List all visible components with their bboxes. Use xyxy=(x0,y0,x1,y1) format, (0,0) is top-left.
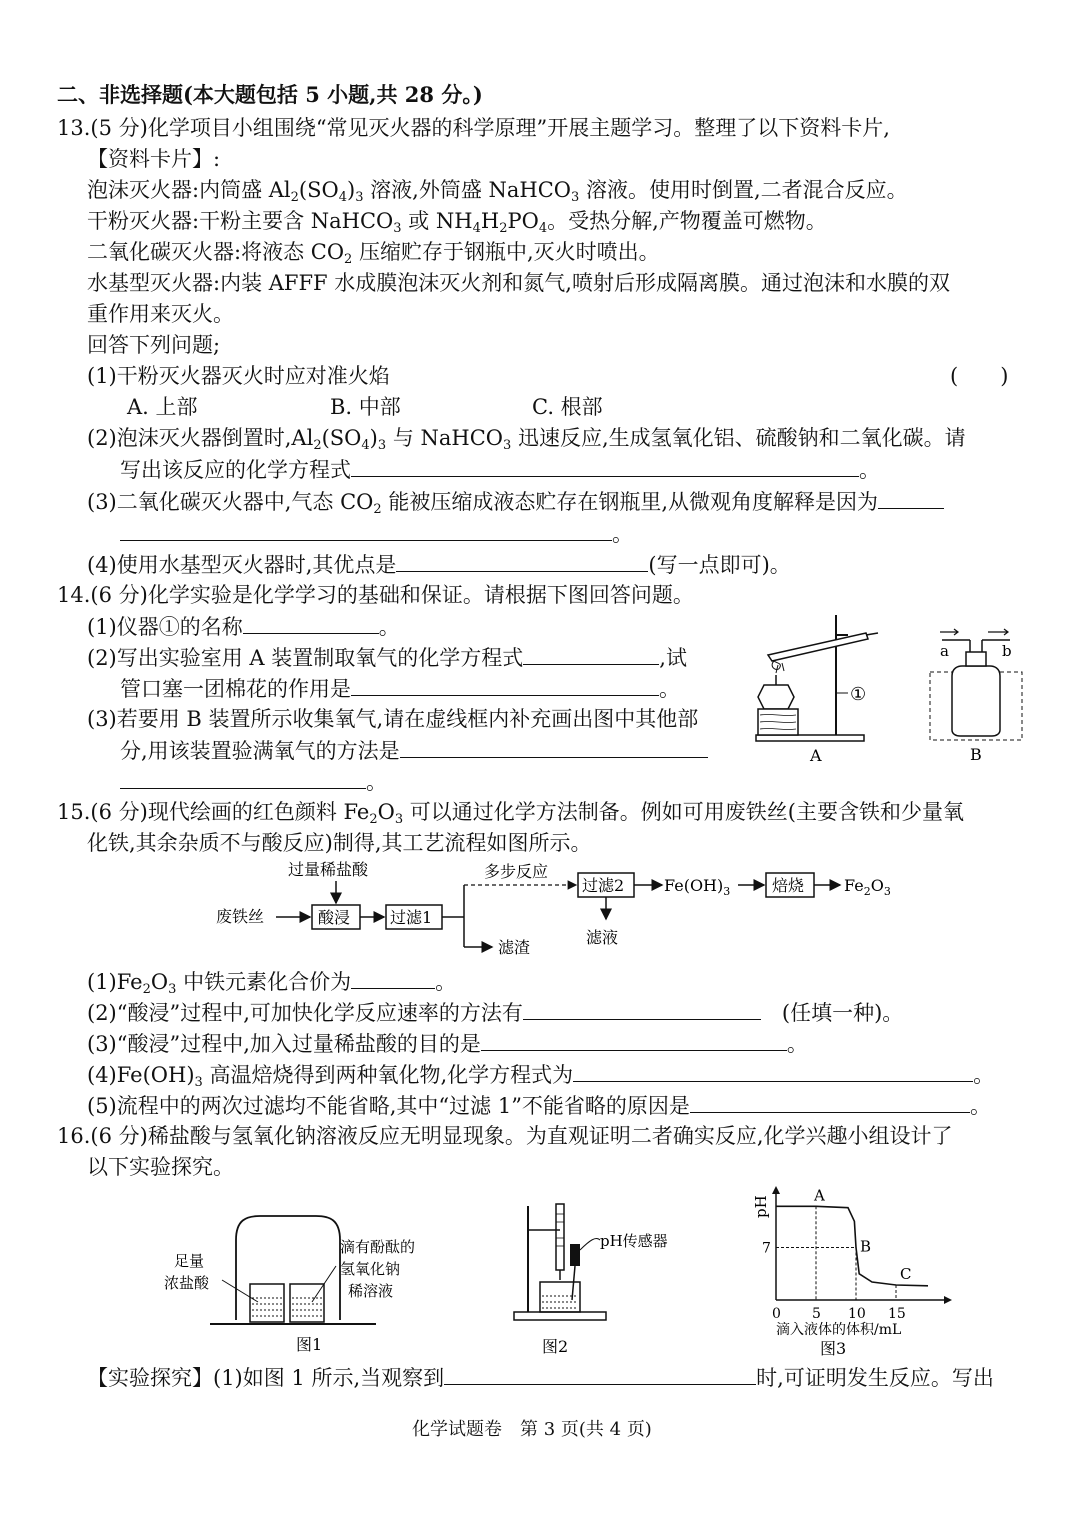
x-tick-label: 0 xyxy=(772,1306,781,1322)
flow-scrap-label: 废铁丝 xyxy=(216,907,265,926)
guide-lines xyxy=(776,1206,896,1300)
q13-p3-line2: 。 xyxy=(120,518,633,549)
y-axis-arrow-icon xyxy=(772,1186,780,1194)
fig1-right-label-2: 氢氧化钠 xyxy=(340,1260,401,1278)
gas-collecting-bottle xyxy=(952,666,1000,736)
q15-p2: (2)“酸浸”过程中,可加快化学反应速率的方法有 (任填一种)。 xyxy=(87,997,903,1028)
q14-p2-answer-blank-2[interactable] xyxy=(351,673,659,696)
fig3-caption: 图3 xyxy=(820,1339,847,1358)
flow-acid-label: 过量稀盐酸 xyxy=(288,860,369,879)
q15-p1-answer-blank[interactable] xyxy=(351,966,435,989)
fig1-left-label-2: 浓盐酸 xyxy=(164,1274,210,1292)
point-labels xyxy=(813,1186,911,1283)
x-tick-label: 15 xyxy=(888,1306,906,1322)
point-label-a: A xyxy=(814,1186,825,1205)
arrow-b-icon xyxy=(988,629,1008,635)
q13-option-c[interactable]: C. 根部 xyxy=(532,395,603,419)
ph-sensor-probe xyxy=(570,1244,580,1266)
apparatus-b-figure xyxy=(922,622,1032,767)
q16-explore: 【实验探究】(1)如图 1 所示,当观察到 时,可证明发生反应。写出 xyxy=(87,1362,994,1393)
q16-explore-answer-blank[interactable] xyxy=(444,1362,756,1385)
port-a-label: a xyxy=(940,642,949,660)
q14-p1: (1)仪器①的名称 。 xyxy=(87,611,400,642)
point-label-b: B xyxy=(860,1237,872,1256)
flow-filter2-label: 过滤2 xyxy=(582,876,625,895)
ph-titration-chart xyxy=(748,1182,958,1362)
q16-intro-1: 16.(6 分)稀盐酸与氢氧化钠溶液反应无明显现象。为直观证明二者确实反应,化学兴趣小组设计了 xyxy=(57,1124,953,1148)
stand-base xyxy=(514,1312,606,1320)
point-label-c: C xyxy=(900,1265,912,1283)
flow-residue-label: 滤渣 xyxy=(498,938,531,957)
q13-dry: 干粉灭火器:干粉主要含 NaHCO$_3$ 或 $NH_4H_2PO_4$。受热分解,产物覆盖可燃物。 xyxy=(87,209,827,236)
q15-p3-answer-blank[interactable] xyxy=(481,1028,787,1051)
q13-intro: 13.(5 分)化学项目小组围绕“常见灭火器的科学原理”开展主题学习。整理了以下资料卡片, xyxy=(57,116,890,140)
process-flow-diagram xyxy=(210,855,910,965)
q13-answer: 回答下列问题; xyxy=(87,333,221,357)
ph-sensor-label: pH传感器 xyxy=(600,1232,668,1250)
flow-filter1-label: 过滤1 xyxy=(390,908,433,927)
q15-p5: (5)流程中的两次过滤均不能省略,其中“过滤 1”不能省略的原因是 。 xyxy=(87,1090,991,1121)
q13-p3-answer-blank-2[interactable] xyxy=(120,518,612,541)
flow-feoh-label: $Fe(OH)_3$ xyxy=(664,876,731,898)
x-axis-label: 滴入液体的体积/mL xyxy=(776,1322,902,1338)
section-title: 二、非选择题(本大题包括 5 小题,共 28 分。) xyxy=(57,82,483,107)
stand-base xyxy=(756,735,864,741)
x-tick-label: 5 xyxy=(812,1306,821,1322)
figure-1 xyxy=(160,1210,450,1360)
test-tube xyxy=(768,633,868,661)
q13-option-b[interactable]: B. 中部 xyxy=(330,395,401,419)
q13-p1: (1)干粉灭火器灭火时应对准火焰 xyxy=(87,364,390,388)
x-axis-arrow-icon xyxy=(944,1296,952,1304)
q14-p3-answer-blank-2[interactable] xyxy=(120,766,366,789)
y-axis-label: pH xyxy=(752,1195,770,1218)
q13-p3: (3)二氧化碳灭火器中,气态 $CO_2$ 能被压缩成液态贮存在钢瓶里,从微观角度解释是因为 xyxy=(87,486,944,517)
q15-p3: (3)“酸浸”过程中,加入过量稀盐酸的目的是 。 xyxy=(87,1028,808,1059)
beaker-naoh xyxy=(290,1284,324,1322)
flow-product-label: $Fe_2O_3$ xyxy=(844,876,891,898)
q14-p3: (3)若要用 B 装置所示收集氧气,请在虚线框内补充画出图中其他部 xyxy=(87,707,699,731)
q15-p5-answer-blank[interactable] xyxy=(690,1090,970,1113)
q13-water-2: 重作用来灭火。 xyxy=(87,302,234,326)
axis-ticks xyxy=(762,1241,906,1323)
q14-p3-line3: 。 xyxy=(120,766,387,797)
q15-intro-1: 15.(6 分)现代绘画的红色颜料 $Fe_2O_3$ 可以通过化学方法制备。例如可用废铁丝(主要含铁和少量氧 xyxy=(57,800,964,827)
q13-foam: 泡沫灭火器:内筒盛 $Al_2(SO_4)_3$ 溶液,外筒盛 NaHCO$_3$ 溶液。使用时倒置,二者混合反应。 xyxy=(87,178,908,205)
q15-p4-answer-blank[interactable] xyxy=(573,1059,973,1082)
flow-filtrate-label: 滤液 xyxy=(586,928,619,947)
q14-p2-answer-blank-1[interactable] xyxy=(523,642,659,665)
q15-p1: $(1)Fe_2O_3$ 中铁元素化合价为 。 xyxy=(87,966,456,997)
q14-p3-line2: 分,用该装置验满氧气的方法是 xyxy=(120,735,708,766)
fig1-caption: 图1 xyxy=(296,1335,323,1354)
q13-p3-answer-blank-1[interactable] xyxy=(878,486,944,509)
q13-p4-answer-blank[interactable] xyxy=(396,549,648,572)
label-instrument-1: ① xyxy=(850,684,867,705)
fig1-right-label-1: 滴有酚酞的 xyxy=(340,1238,416,1256)
arrow-a-icon xyxy=(940,629,958,635)
q13-p2-line2: 写出该反应的化学方程式 。 xyxy=(120,454,880,485)
q13-water-1: 水基型灭火器:内装 AFFF 水成膜泡沫灭火剂和氮气,喷射后形成隔离膜。通过泡沫和水膜的双 xyxy=(87,271,950,295)
q14-intro: 14.(6 分)化学实验是化学学习的基础和保证。请根据下图回答问题。 xyxy=(57,583,694,607)
q15-p2-answer-blank[interactable] xyxy=(523,997,761,1020)
q13-co2: 二氧化碳灭火器:将液态 $CO_2$ 压缩贮存于钢瓶中,灭火时喷出。 xyxy=(87,240,660,267)
y-tick-label: 7 xyxy=(762,1240,771,1257)
flame-icon xyxy=(772,661,780,669)
q13-p1-bracket[interactable]: ( ) xyxy=(950,364,1009,388)
q15-intro-2: 化铁,其余杂质不与酸反应)制得,其工艺流程如图所示。 xyxy=(87,831,592,855)
flow-leach-label: 酸浸 xyxy=(318,908,351,927)
fig1-right-label-3: 稀溶液 xyxy=(348,1282,394,1300)
alcohol-lamp xyxy=(758,685,794,709)
q13-option-a[interactable]: A. 上部 xyxy=(127,395,198,419)
x-tick-label: 10 xyxy=(848,1306,866,1322)
q15-p4: $(4)Fe(OH)_3$ 高温焙烧得到两种氧化物,化学方程式为 。 xyxy=(87,1059,994,1090)
q14-p2: (2)写出实验室用 A 装置制取氧气的化学方程式 ,试 xyxy=(87,642,687,673)
flow-roast-label: 焙烧 xyxy=(772,876,805,895)
q13-card-title: 【资料卡片】: xyxy=(87,147,221,171)
q14-p2-line2: 管口塞一团棉花的作用是 。 xyxy=(120,673,680,704)
port-b-label: b xyxy=(1002,642,1012,660)
label-apparatus-a: A xyxy=(810,746,822,765)
q13-p4: (4)使用水基型灭火器时,其优点是 (写一点即可)。 xyxy=(87,549,791,580)
q14-p3-answer-blank-1[interactable] xyxy=(400,735,708,758)
fig1-left-label-1: 足量 xyxy=(174,1252,205,1270)
q13-p2-answer-blank[interactable] xyxy=(351,454,859,477)
fig2-caption: 图2 xyxy=(542,1337,569,1356)
flow-multistep-label: 多步反应 xyxy=(484,862,549,881)
q14-p1-answer-blank[interactable] xyxy=(243,611,379,634)
q16-intro-2: 以下实验探究。 xyxy=(87,1155,234,1179)
q13-p2: (2)泡沫灭火器倒置时$,Al_2(SO_4)_3$ 与 NaHCO$_3$ 迅速反应,生成氢氧化铝、硫酸钠和二氧化碳。请 xyxy=(87,426,966,453)
page-footer: 化学试题卷 第 3 页(共 4 页) xyxy=(412,1419,652,1440)
beaker-hcl xyxy=(250,1284,284,1322)
apparatus-a-figure xyxy=(748,605,888,765)
label-apparatus-b: B xyxy=(970,745,982,764)
figure-2 xyxy=(500,1200,720,1360)
